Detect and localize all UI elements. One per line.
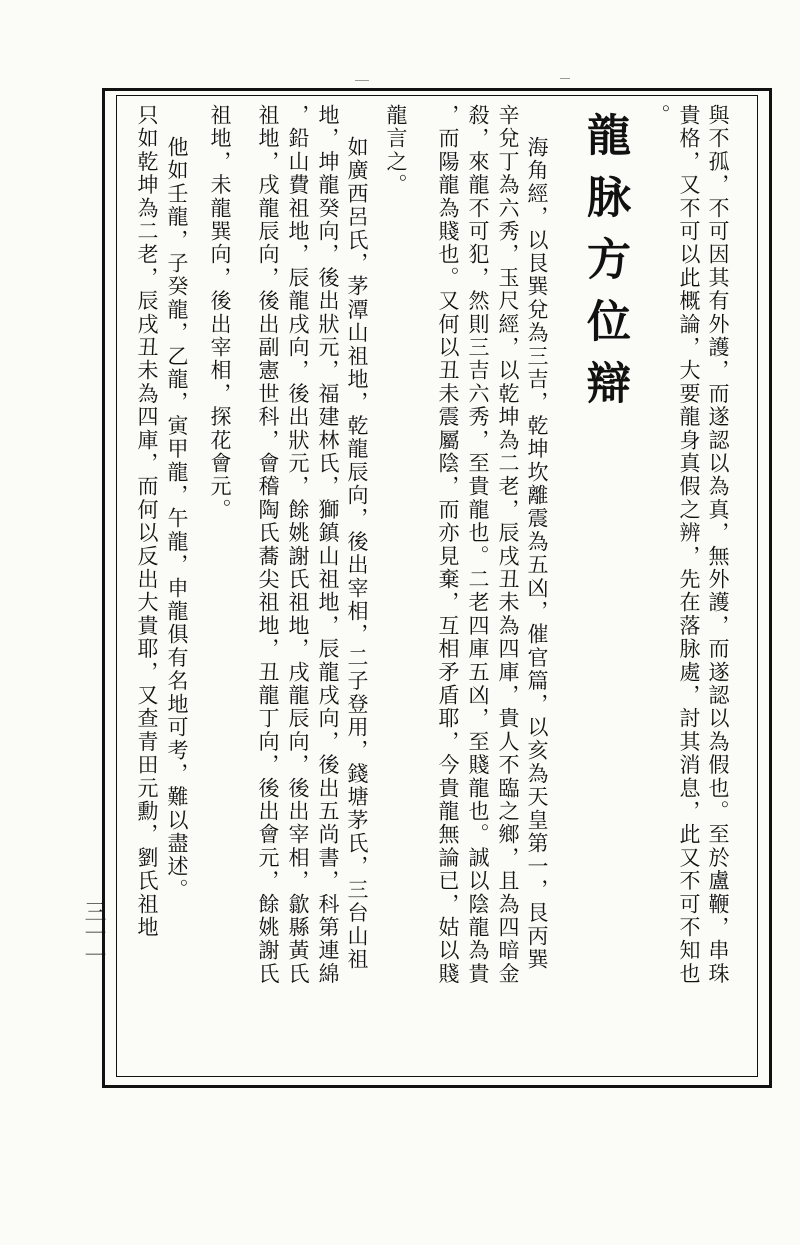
scan-mark: [355, 80, 369, 81]
text-column-6: 殺，來龍不可犯，然則三吉六秀，至貴龍也。二老四庫五凶，至賤龍也。誠以陰龍為貴: [466, 104, 490, 986]
text-column-12: 祖地，戌龍辰向，後出副憲世科，會稽陶氏蕎尖祖地，丑龍丁向，後出會元，餘姚謝氏: [256, 104, 280, 986]
text-column-15: 只如乾坤為二老，辰戌丑未為四庫，而何以反出大貴耶，又查青田元勳，劉氏祖地: [135, 104, 159, 940]
text-column-10: 地，坤龍癸向，後出狀元，福建林氏，獅鎮山祖地，辰龍戌向，後出五尚書，科第連綿: [316, 104, 340, 986]
text-column-3: 。: [647, 104, 671, 128]
text-column-5: 辛兌丁為六秀，玉尺經，以乾坤為二老，辰戌丑未為四庫，貴人不臨之鄉，且為四暗金: [496, 104, 520, 986]
text-column-9: 如廣西呂氏，茅潭山祖地，乾龍辰向，後出宰相，二子登用，錢塘茅氏，三台山祖: [345, 136, 369, 972]
section-title: 龍脉方位辯: [579, 112, 630, 422]
page-number: 三一一: [81, 900, 106, 966]
scan-mark: [560, 78, 570, 79]
text-column-2: 貴格，又不可以此概論，大要龍身真假之辨，先在落脉處，討其消息，此又不可不知也: [677, 104, 701, 986]
text-column-14: 他如壬龍，子癸龍，乙龍，寅甲龍，午龍，申龍俱有名地可考，難以盡述。: [165, 136, 189, 902]
text-column-4: 海角經，以艮巽兌為三吉，乾坤坎離震為五凶，催官篇，以亥為天皇第一，艮丙巽: [525, 136, 549, 972]
text-column-8: 龍言之。: [384, 104, 408, 197]
text-column-11: ，鉛山費祖地，辰龍戌向，後出狀元，餘姚謝氏祖地，戌龍辰向，後出宰相，歙縣黃氏: [286, 104, 310, 986]
text-column-1: 與不孤，不可因其有外護，而遂認以為真，無外護，而遂認以為假也。至於盧鞭，串珠: [706, 104, 730, 986]
text-column-7: ，而陽龍為賤也。又何以丑未震屬陰，而亦見棄，互相矛盾耶，今貴龍無論已，姑以賤: [436, 104, 460, 986]
text-column-13: 祖地，未龍巽向，後出宰相，探花會元。: [208, 104, 232, 522]
